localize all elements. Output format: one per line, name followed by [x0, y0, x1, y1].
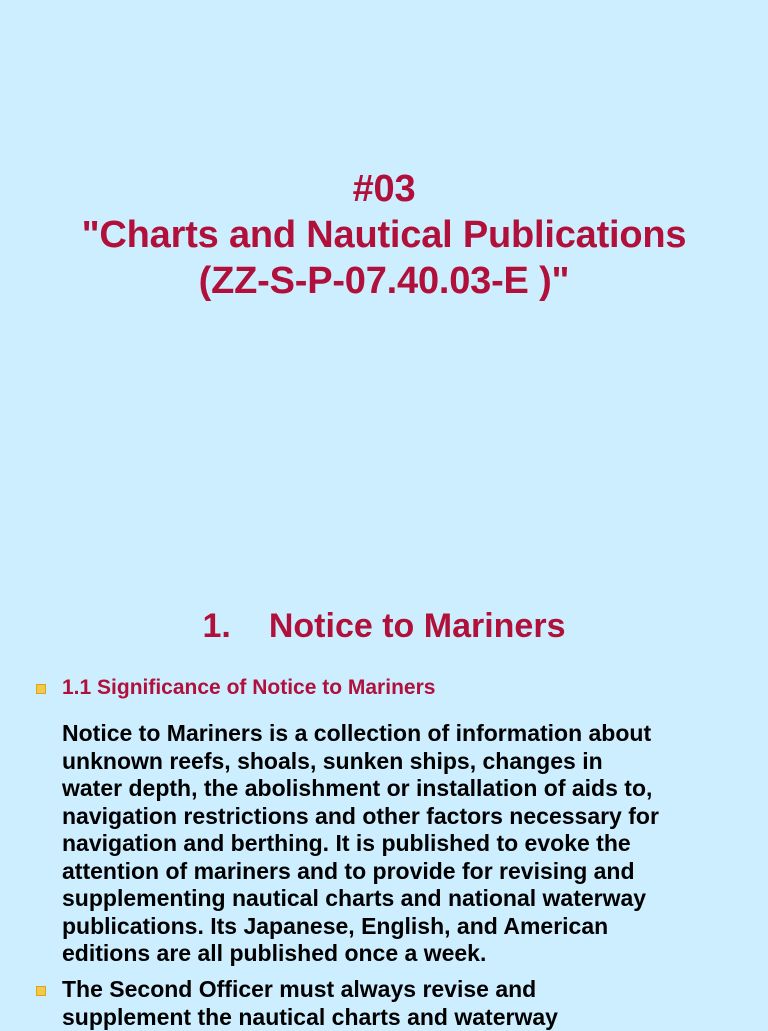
bullet-line: The Second Officer must always revise and — [62, 976, 752, 1004]
bullet-line: supplement the nautical charts and waterway — [62, 1004, 752, 1031]
section-title: Notice to Mariners — [269, 607, 566, 645]
title-code: (ZZ-S-P-07.40.03-E )" — [0, 258, 768, 304]
paragraph-line: unknown reefs, shoals, sunken ships, changes in — [62, 748, 752, 776]
section-heading — [0, 604, 768, 648]
second-bullet-text — [62, 976, 752, 1031]
section-number: 1. — [203, 604, 231, 648]
paragraph-line: attention of mariners and to provide for revising and — [62, 858, 752, 886]
bullet-square-icon — [36, 986, 46, 996]
paragraph-line: Notice to Mariners is a collection of information about — [62, 720, 752, 748]
paragraph-line: supplementing nautical charts and national waterway — [62, 885, 752, 913]
title-number: #03 — [0, 166, 768, 212]
paragraph-line: editions are all published once a week. — [62, 940, 752, 968]
bullet-square-icon — [36, 684, 46, 694]
body-paragraph — [62, 720, 752, 968]
paragraph-line: water depth, the abolishment or installation of aids to, — [62, 775, 752, 803]
paragraph-line: publications. Its Japanese, English, and American — [62, 913, 752, 941]
paragraph-line: navigation and berthing. It is published to evoke the — [62, 830, 752, 858]
subsection-heading: 1.1 Significance of Notice to Mariners — [62, 674, 435, 702]
title-main: "Charts and Nautical Publications — [0, 212, 768, 258]
paragraph-line: navigation restrictions and other factors necessary for — [62, 803, 752, 831]
slide-title — [0, 166, 768, 304]
